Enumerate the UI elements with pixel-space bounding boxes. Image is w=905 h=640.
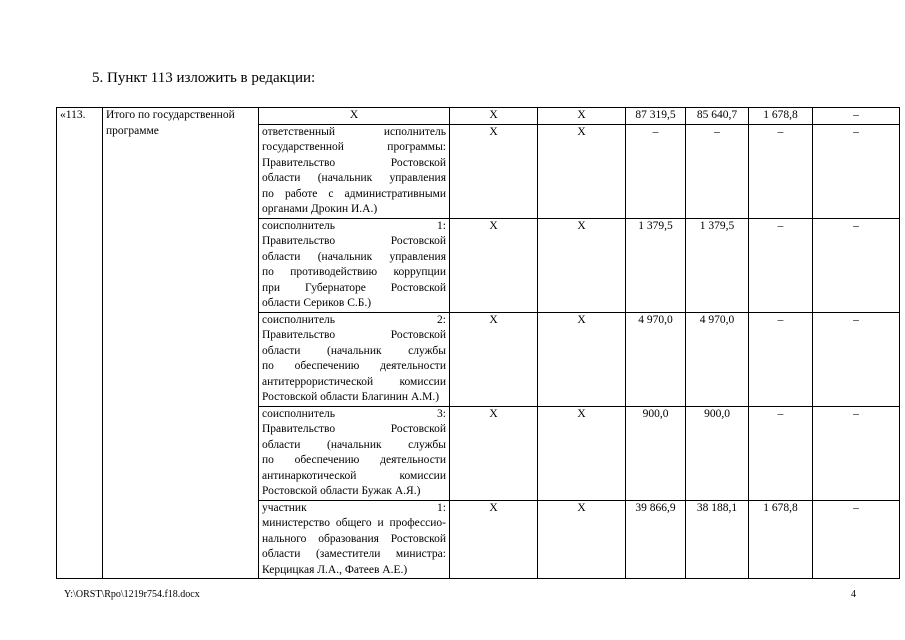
executor-description-cell — [259, 500, 450, 579]
description-line: области (начальник управления — [262, 172, 446, 184]
description-line: по обеспечению деятельности — [262, 360, 446, 372]
value-cell-v4: – — [813, 406, 900, 500]
value-cell-v2: 4 970,0 — [686, 312, 749, 406]
description-line: Ростовской области Благинин А.М.) — [262, 391, 440, 403]
value-cell-v4: – — [813, 124, 900, 218]
description-line: соисполнитель 2: — [262, 313, 446, 326]
value-cell-c1: X — [450, 312, 538, 406]
value-cell-v1: 87 319,5 — [626, 108, 686, 125]
description-line: Правительство Ростовской — [262, 235, 446, 247]
program-table — [56, 107, 900, 579]
value-cell-v4: – — [813, 500, 900, 579]
description-line: области (начальник службы — [262, 438, 446, 451]
description-line: Керцицкая Л.А., Фатеев А.Е.) — [262, 563, 408, 576]
value-cell-c2: X — [538, 218, 626, 312]
description-line: Правительство Ростовской — [262, 329, 446, 341]
description-line: государственной программы: — [262, 141, 446, 153]
executor-description-cell — [259, 108, 450, 125]
value-cell-v3: – — [749, 124, 813, 218]
value-cell-v3: – — [749, 218, 813, 312]
description-line: области (начальник службы — [262, 344, 446, 357]
footer-file-path: Y:\ORST\Rpo\1219r754.f18.docx — [64, 589, 200, 600]
description-line: по работе с административными — [262, 187, 446, 200]
value-cell-v3: 1 678,8 — [749, 500, 813, 579]
value-cell-c1: X — [450, 218, 538, 312]
description-line: антинаркотической комиссии — [262, 469, 446, 482]
value-cell-c2: X — [538, 406, 626, 500]
description-line: Правительство Ростовской — [262, 423, 446, 435]
description-line: ответственный исполнитель — [262, 125, 446, 138]
description-line: Ростовской области Бужак А.Я.) — [262, 485, 421, 497]
value-cell-v2: – — [686, 124, 749, 218]
description-line: соисполнитель 1: — [262, 219, 446, 232]
value-cell-v3: – — [749, 312, 813, 406]
description-line: по обеспечению деятельности — [262, 454, 446, 466]
value-cell-v1: – — [626, 124, 686, 218]
value-cell-c1: X — [450, 124, 538, 218]
description-line: области (начальник управления — [262, 250, 446, 263]
description-line: по противодействию коррупции — [262, 266, 446, 278]
value-cell-c2: X — [538, 312, 626, 406]
value-cell-v4: – — [813, 108, 900, 125]
value-cell-v3: – — [749, 406, 813, 500]
description-line: министерство общего и профессио- — [262, 517, 446, 529]
table-row — [57, 108, 900, 125]
description-line: при Губернаторе Ростовской — [262, 281, 446, 294]
description-line: участник 1: — [262, 501, 446, 514]
item-number-cell: «113. — [57, 108, 103, 579]
value-cell-c1: X — [450, 500, 538, 579]
value-cell-c2: X — [538, 500, 626, 579]
page-heading: 5. Пункт 113 изложить в редакции: — [92, 70, 316, 86]
value-cell-v2: 1 379,5 — [686, 218, 749, 312]
description-line: Правительство Ростовской — [262, 156, 446, 169]
value-cell-c1: X — [450, 108, 538, 125]
value-cell-v3: 1 678,8 — [749, 108, 813, 125]
value-cell-v2: 85 640,7 — [686, 108, 749, 125]
footer-page-number: 4 — [851, 589, 856, 600]
value-cell-v2: 900,0 — [686, 406, 749, 500]
value-cell-c2: X — [538, 108, 626, 125]
description-line: органами Дрокин И.А.) — [262, 203, 378, 215]
executor-description-cell — [259, 406, 450, 500]
value-cell-c1: X — [450, 406, 538, 500]
value-cell-v1: 900,0 — [626, 406, 686, 500]
program-name-cell: Итого по государственной программе — [103, 108, 259, 579]
description-line: области (заместители министра: — [262, 548, 446, 560]
description-line: нального образования Ростовской — [262, 532, 446, 545]
value-cell-v2: 38 188,1 — [686, 500, 749, 579]
executor-description-cell — [259, 312, 450, 406]
value-cell-v4: – — [813, 312, 900, 406]
value-cell-c2: X — [538, 124, 626, 218]
description-line: антитеррористической комиссии — [262, 375, 446, 388]
value-cell-v1: 39 866,9 — [626, 500, 686, 579]
description-line: соисполнитель 3: — [262, 407, 446, 420]
description-line: области Сериков С.Б.) — [262, 297, 372, 309]
description-line: X — [349, 109, 359, 121]
value-cell-v1: 4 970,0 — [626, 312, 686, 406]
value-cell-v1: 1 379,5 — [626, 218, 686, 312]
value-cell-v4: – — [813, 218, 900, 312]
executor-description-cell — [259, 124, 450, 218]
executor-description-cell — [259, 218, 450, 312]
